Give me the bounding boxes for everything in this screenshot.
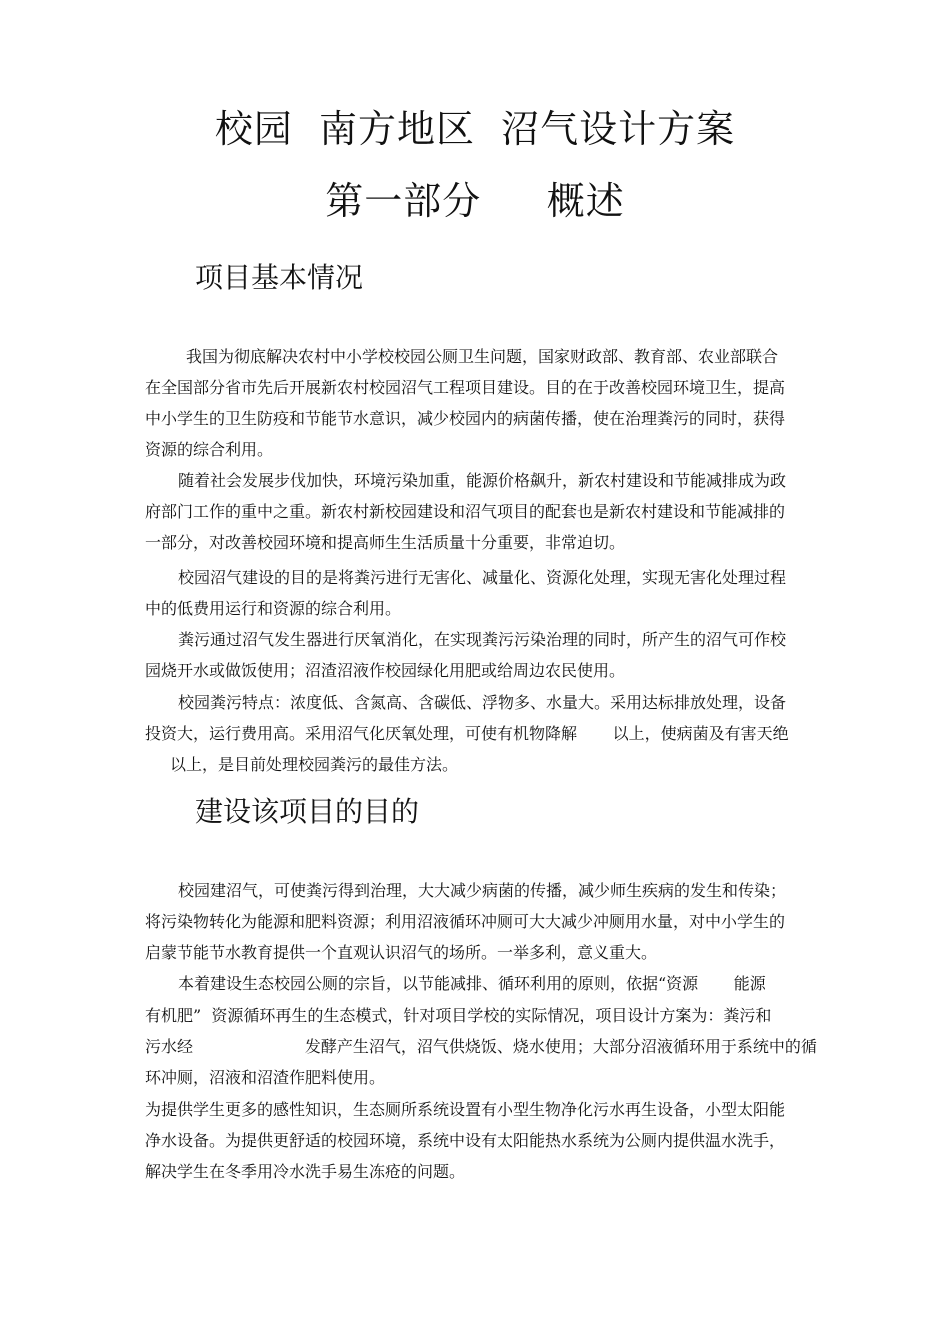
paragraph-line: 随着社会发展步伐加快，环境污染加重，能源价格飙升，新农村建设和节能减排成为政 (178, 471, 787, 490)
paragraph-line: 环冲厕，沼液和沼渣作肥料使用。 (145, 1068, 386, 1087)
paragraph-line: 启蒙节能节水教育提供一个直观认识沼气的场所。一举多利，意义重大。 (145, 943, 658, 962)
paragraph-line: 为提供学生更多的感性知识，生态厕所系统设置有小型生物净化污水再生设备，小型太阳能 (145, 1100, 786, 1119)
paragraph-line: 有机肥” 资源循环再生的生态模式，针对项目学校的实际情况，项目设计方案为：粪污和 (145, 1006, 772, 1025)
paragraph-line: 我国为彻底解决农村中小学校校园公厕卫生问题，国家财政部、教育部、农业部联合 (186, 347, 779, 366)
paragraph-line: 校园沼气建设的目的是将粪污进行无害化、减量化、资源化处理，实现无害化处理过程 (178, 568, 787, 587)
paragraph-line: 粪污通过沼气发生器进行厌氧消化，在实现粪污污染治理的同时，所产生的沼气可作校 (178, 630, 787, 649)
paragraph-line: 污水经 发酵产生沼气，沼气供烧饭、烧水使用；大部分沼液循环用于系统中的循 (145, 1037, 817, 1056)
paragraph-line: 本着建设生态校园公厕的宗旨，以节能减排、循环利用的原则，依据“资源 能源 (178, 974, 766, 993)
paragraph-line: 以上，是目前处理校园粪污的最佳方法。 (170, 755, 459, 774)
paragraph-line: 中的低费用运行和资源的综合利用。 (145, 599, 402, 618)
paragraph-line: 校园粪污特点：浓度低、含氮高、含碳低、浮物多、水量大。采用达标排放处理，设备 (178, 693, 787, 712)
paragraph-line: 投资大，运行费用高。采用沼气化厌氧处理，可使有机物降解 以上，使病菌及有害天绝 (145, 724, 789, 743)
section-heading-overview: 项目基本情况 (195, 261, 364, 294)
document-title: 校园 南方地区 沼气设计方案 (214, 107, 736, 151)
paragraph-line: 将污染物转化为能源和肥料资源；利用沼液循环冲厕可大大减少冲厕用水量，对中小学生的 (145, 912, 786, 931)
paragraph-line: 一部分，对改善校园环境和提高师生生活质量十分重要，非常迫切。 (145, 533, 626, 552)
paragraph-line: 府部门工作的重中之重。新农村新校园建设和沼气项目的配套也是新农村建设和节能减排的 (145, 502, 786, 521)
paragraph-line: 校园建沼气，可使粪污得到治理，大大减少病菌的传播，减少师生疾病的发生和传染； (178, 881, 787, 900)
paragraph-line: 解决学生在冬季用冷水洗手易生冻疮的问题。 (145, 1162, 466, 1181)
paragraph-line: 在全国部分省市先后开展新农村校园沼气工程项目建设。目的在于改善校园环境卫生，提高 (145, 378, 786, 397)
part-title: 第一部分 概述 (325, 179, 625, 223)
paragraph-line: 净水设备。为提供更舒适的校园环境，系统中设有太阳能热水系统为公厕内提供温水洗手， (145, 1131, 786, 1150)
paragraph-line: 资源的综合利用。 (145, 440, 274, 459)
paragraph-line: 中小学生的卫生防疫和节能节水意识，减少校园内的病菌传播，使在治理粪污的同时，获得 (145, 409, 786, 428)
paragraph-line: 园烧开水或做饭使用；沼渣沼液作校园绿化用肥或给周边农民使用。 (145, 661, 626, 680)
section-heading-purpose: 建设该项目的目的 (195, 795, 420, 828)
